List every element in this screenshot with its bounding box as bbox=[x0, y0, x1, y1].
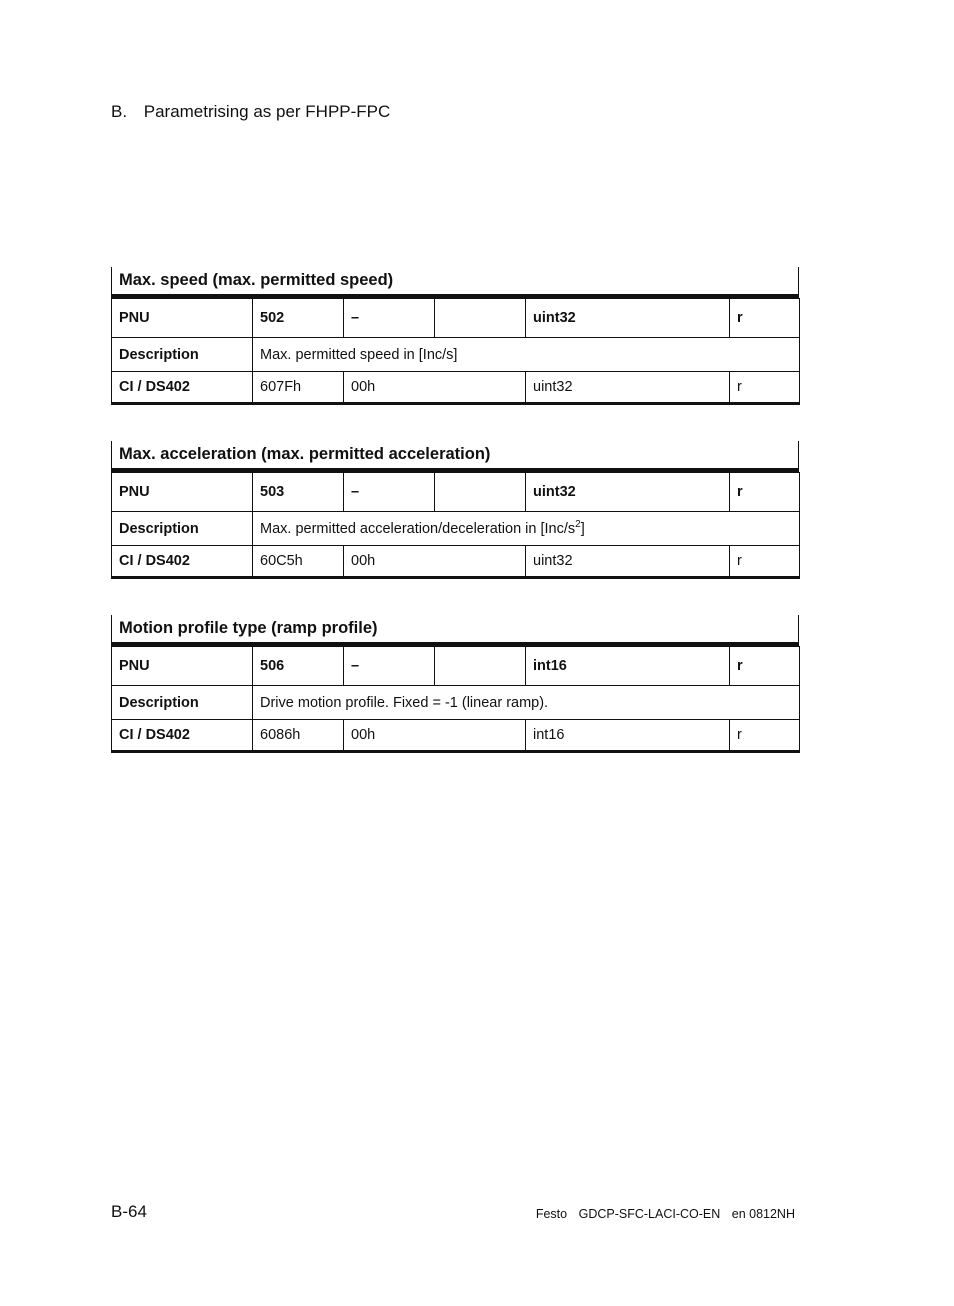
description-row bbox=[112, 338, 800, 372]
description-label: Description bbox=[112, 338, 253, 372]
ci-type: uint32 bbox=[526, 546, 730, 578]
section-title: Parametrising as per FHPP-FPC bbox=[143, 102, 391, 121]
pnu-access: r bbox=[730, 299, 800, 338]
pnu-extra bbox=[435, 473, 526, 512]
pnu-row bbox=[112, 299, 800, 338]
ci-subindex: 00h bbox=[344, 372, 526, 404]
pnu-access: r bbox=[730, 647, 800, 686]
parameter-table bbox=[111, 298, 800, 405]
description-label: Description bbox=[112, 512, 253, 546]
parameter-block-max-speed bbox=[111, 267, 799, 405]
ci-subindex: 00h bbox=[344, 546, 526, 578]
pnu-label: PNU bbox=[112, 647, 253, 686]
ci-access: r bbox=[730, 720, 800, 752]
ci-row bbox=[112, 546, 800, 578]
pnu-row bbox=[112, 647, 800, 686]
description-text: Max. permitted speed in [Inc/s] bbox=[253, 338, 800, 372]
pnu-number: 506 bbox=[253, 647, 344, 686]
pnu-subindex: – bbox=[344, 473, 435, 512]
document-edition: en 0812NH bbox=[731, 1207, 795, 1221]
description-row bbox=[112, 686, 800, 720]
pnu-type: uint32 bbox=[526, 473, 730, 512]
pnu-number: 502 bbox=[253, 299, 344, 338]
ci-index: 60C5h bbox=[253, 546, 344, 578]
ci-index: 6086h bbox=[253, 720, 344, 752]
pnu-subindex: – bbox=[344, 299, 435, 338]
page-header bbox=[111, 102, 390, 122]
ci-label: CI / DS402 bbox=[112, 546, 253, 578]
parameter-title: Max. acceleration (max. permitted acceleration) bbox=[119, 445, 491, 463]
pnu-label: PNU bbox=[112, 473, 253, 512]
pnu-subindex: – bbox=[344, 647, 435, 686]
pnu-row bbox=[112, 473, 800, 512]
parameter-title: Motion profile type (ramp profile) bbox=[119, 619, 378, 637]
company-name: Festo bbox=[535, 1207, 568, 1221]
description-text: Max. permitted acceleration/deceleration in $[Inc/s^2]$ bbox=[253, 512, 800, 546]
pnu-access: r bbox=[730, 473, 800, 512]
ci-type: uint32 bbox=[526, 372, 730, 404]
page-number: B-64 bbox=[111, 1202, 147, 1221]
parameter-title-bar bbox=[111, 615, 799, 646]
ci-label: CI / DS402 bbox=[112, 720, 253, 752]
parameter-title-bar bbox=[111, 441, 799, 472]
parameter-table bbox=[111, 646, 800, 753]
ci-row bbox=[112, 372, 800, 404]
parameter-block-max-acceleration bbox=[111, 441, 799, 579]
ci-index: 607Fh bbox=[253, 372, 344, 404]
description-text: Drive motion profile. Fixed = -1 (linear ramp). bbox=[253, 686, 800, 720]
document-id: GDCP-SFC-LACI-CO-EN bbox=[578, 1207, 721, 1221]
ci-type: int16 bbox=[526, 720, 730, 752]
pnu-label: PNU bbox=[112, 299, 253, 338]
pnu-number: 503 bbox=[253, 473, 344, 512]
description-row bbox=[112, 512, 800, 546]
pnu-extra bbox=[435, 647, 526, 686]
pnu-type: uint32 bbox=[526, 299, 730, 338]
ci-row bbox=[112, 720, 800, 752]
parameter-block-motion-profile bbox=[111, 615, 799, 753]
parameter-title: Max. speed (max. permitted speed) bbox=[119, 271, 394, 289]
parameter-title-bar bbox=[111, 267, 799, 298]
description-label: Description bbox=[112, 686, 253, 720]
parameter-table bbox=[111, 472, 800, 579]
section-letter: B. bbox=[111, 102, 128, 121]
ci-subindex: 00h bbox=[344, 720, 526, 752]
ci-label: CI / DS402 bbox=[112, 372, 253, 404]
pnu-extra bbox=[435, 299, 526, 338]
document-reference bbox=[536, 1207, 795, 1221]
ci-access: r bbox=[730, 372, 800, 404]
ci-access: r bbox=[730, 546, 800, 578]
pnu-type: int16 bbox=[526, 647, 730, 686]
